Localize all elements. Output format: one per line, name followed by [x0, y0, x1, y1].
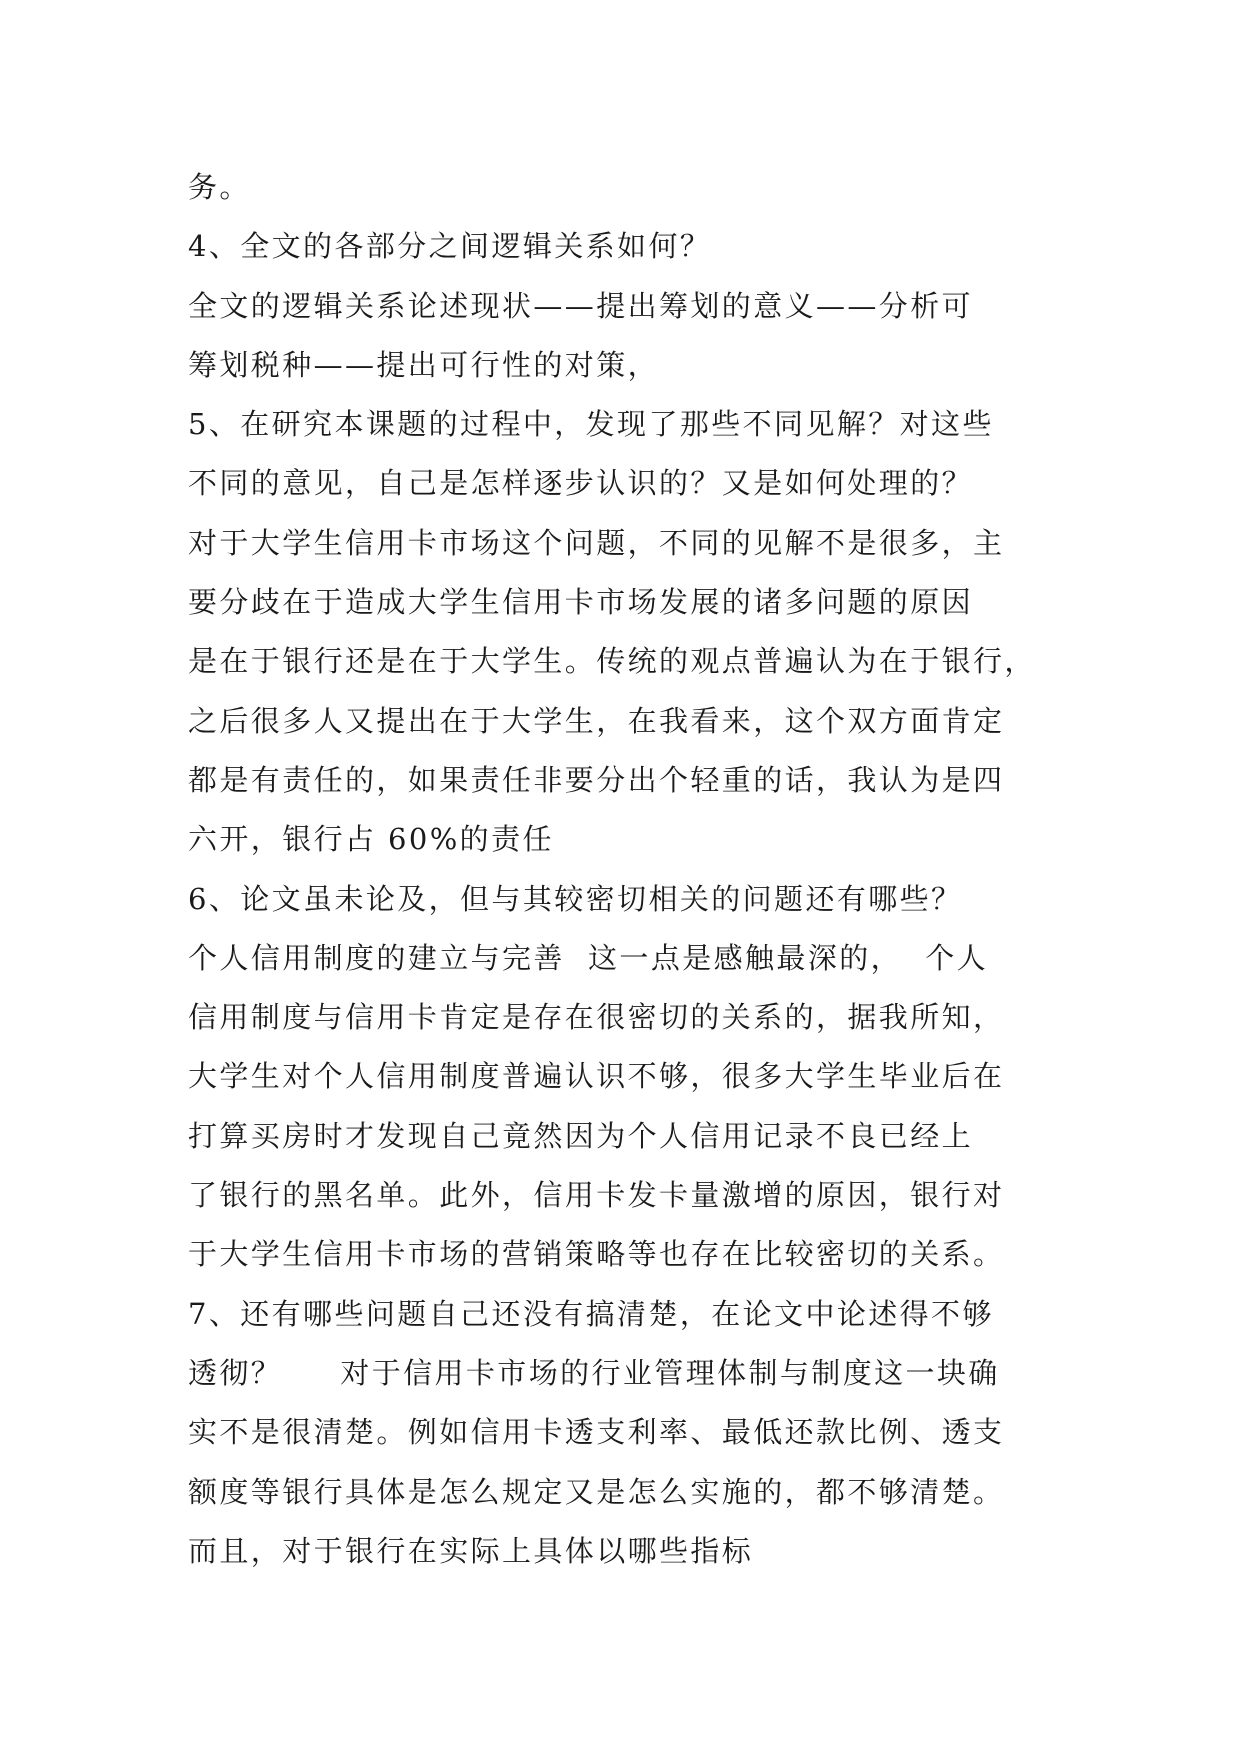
text-line: 不同的意见，自己是怎样逐步认识的？又是如何处理的？: [188, 466, 974, 501]
text-line: 大学生对个人信用制度普遍认识不够，很多大学生毕业后在: [188, 1059, 1005, 1094]
text-line: 六开，银行占 60%的责任: [188, 822, 554, 857]
text-line: 透彻？ 对于信用卡市场的行业管理体制与制度这一块确: [188, 1355, 1000, 1390]
question-heading-4: 4、全文的各部分之间逻辑关系如何？: [188, 229, 712, 264]
question-heading-7: 7、还有哪些问题自己还没有搞清楚，在论文中论述得不够: [188, 1296, 994, 1331]
text-line: 对于大学生信用卡市场这个问题，不同的见解不是很多，主: [188, 525, 1005, 560]
text-line: 额度等银行具体是怎么规定又是怎么实施的，都不够清楚。: [188, 1474, 1005, 1509]
text-line: 了银行的黑名单。此外，信用卡发卡量激增的原因，银行对: [188, 1178, 1005, 1213]
text-line: 于大学生信用卡市场的营销策略等也存在比较密切的关系。: [188, 1237, 1005, 1272]
text-line: 都是有责任的，如果责任非要分出个轻重的话，我认为是四: [188, 762, 1005, 797]
text-line: 信用制度与信用卡肯定是存在很密切的关系的，据我所知，: [188, 1000, 1005, 1035]
text-line: 而且，对于银行在实际上具体以哪些指标: [188, 1533, 754, 1568]
question-heading-5: 5、在研究本课题的过程中，发现了那些不同见解？对这些: [188, 407, 994, 442]
text-line: 是在于银行还是在于大学生。传统的观点普遍认为在于银行，: [188, 644, 1036, 679]
text-line: 实不是很清楚。例如信用卡透支利率、最低还款比例、透支: [188, 1415, 1005, 1450]
text-line: 筹划税种——提出可行性的对策，: [188, 347, 660, 382]
text-line: 务。: [188, 170, 251, 204]
text-line: 打算买房时才发现自己竟然因为个人信用记录不良已经上: [188, 1118, 974, 1153]
text-line: 之后很多人又提出在于大学生，在我看来，这个双方面肯定: [188, 703, 1005, 738]
body-text: [188, 158, 1068, 1581]
text-line: 全文的逻辑关系论述现状——提出筹划的意义——分析可: [188, 288, 974, 323]
text-line: 要分歧在于造成大学生信用卡市场发展的诸多问题的原因: [188, 585, 974, 620]
text-line: 个人信用制度的建立与完善 这一点是感触最深的， 个人: [188, 940, 989, 975]
question-heading-6: 6、论文虽未论及，但与其较密切相关的问题还有哪些？: [188, 881, 963, 916]
